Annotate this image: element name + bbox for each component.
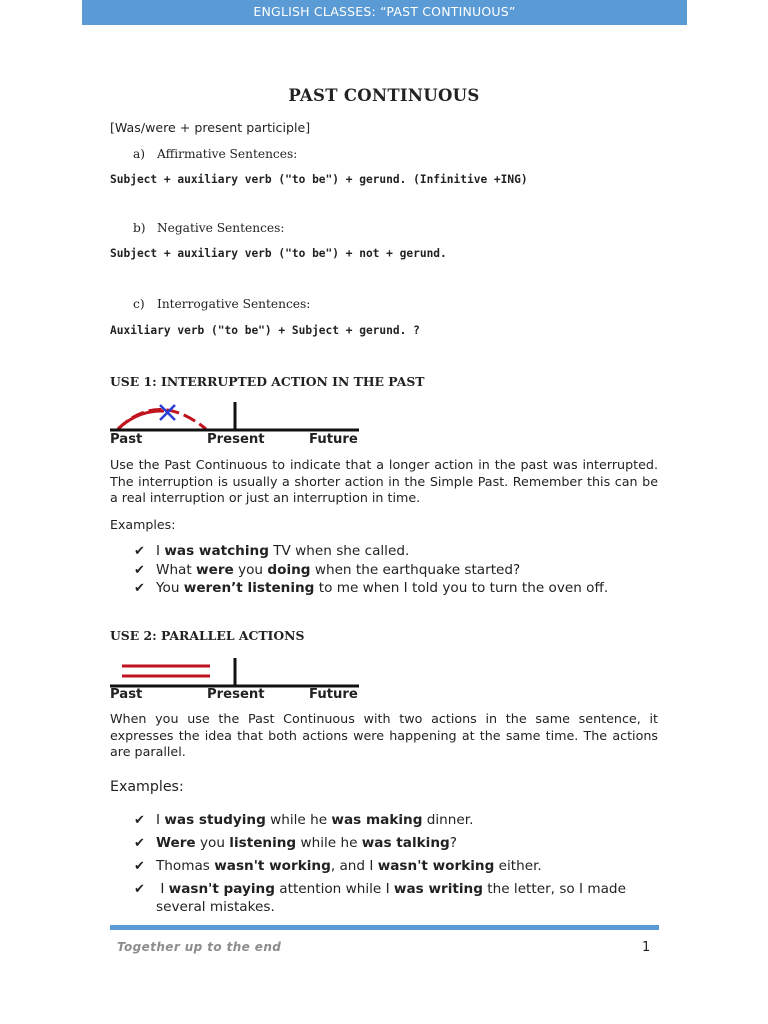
use1-timeline-past: Past <box>110 432 143 447</box>
verb-phrase: wasn't working <box>377 858 495 874</box>
verb-phrase: weren’t listening <box>183 580 315 596</box>
use2-timeline-past: Past <box>110 687 143 702</box>
use2-examples-label: Examples: <box>110 779 184 795</box>
check-icon: ✔ <box>134 859 145 874</box>
sentence-text: ? <box>449 835 457 851</box>
use1-paragraph: Use the Past Continuous to indicate that a longer action in the past was interrupted. The interruption is usually a shorter action in the Simple Past. Remember this can be a real interruption or just an interruption in time. <box>110 457 658 505</box>
form-c-label: Interrogative Sentences: <box>157 297 311 311</box>
sentence-text: attention while I <box>274 881 394 897</box>
use2-timeline <box>108 654 364 690</box>
page-title: PAST CONTINUOUS <box>288 86 480 105</box>
check-icon: ✔ <box>134 544 145 559</box>
sentence-text: either. <box>494 858 542 874</box>
verb-phrase: was watching <box>164 543 269 559</box>
use2-example-3 <box>134 858 542 874</box>
use2-timeline-present: Present <box>207 687 265 702</box>
use2-example-2 <box>134 835 457 851</box>
verb-phrase: were <box>196 562 234 578</box>
check-icon: ✔ <box>134 813 145 828</box>
sentence-text: I <box>156 881 169 897</box>
verb-phrase: listening <box>229 835 297 851</box>
sentence-text: , and I <box>330 858 378 874</box>
form-a-marker: a) <box>133 147 146 161</box>
use1-example-2 <box>134 562 520 578</box>
sentence-text: I <box>156 812 165 828</box>
form-c-marker: c) <box>133 297 145 311</box>
use1-timeline <box>108 398 364 434</box>
use2-paragraph: When you use the Past Continuous with two actions in the same sentence, it expresses the idea that both actions were happening at the same time. The actions are parallel. <box>110 711 658 759</box>
footer-motto: Together up to the end <box>117 940 282 954</box>
form-a-label: Affirmative Sentences: <box>157 147 298 161</box>
sentence-text: when the earthquake started? <box>310 562 521 578</box>
sentence-text: you <box>195 835 230 851</box>
use2-example-4-continuation: several mistakes. <box>156 899 275 915</box>
use1-examples-label: Examples: <box>110 517 176 532</box>
check-icon: ✔ <box>134 563 145 578</box>
check-icon: ✔ <box>134 581 145 596</box>
verb-phrase: wasn't paying <box>168 881 275 897</box>
use2-example-1 <box>134 812 473 828</box>
use2-heading: USE 2: PARALLEL ACTIONS <box>110 628 305 643</box>
sentence-text: while he <box>296 835 362 851</box>
verb-phrase: Were <box>156 835 196 851</box>
form-b-pattern: Subject + auxiliary verb ("to be") + not + gerund. <box>110 247 447 260</box>
verb-phrase: was talking <box>361 835 450 851</box>
check-icon: ✔ <box>134 882 145 897</box>
sentence-text: TV when she called. <box>268 543 410 559</box>
sentence-text: What <box>156 562 197 578</box>
use1-timeline-present: Present <box>207 432 265 447</box>
form-a-pattern: Subject + auxiliary verb ("to be") + gerund. (Infinitive +ING) <box>110 173 528 186</box>
verb-phrase: was writing <box>393 881 483 897</box>
sentence-text: dinner. <box>422 812 474 828</box>
use2-timeline-future: Future <box>309 687 358 702</box>
sentence-text: while he <box>265 812 332 828</box>
sentence-text: the letter, so I made <box>482 881 626 897</box>
form-c-pattern: Auxiliary verb ("to be") + Subject + gerund. ? <box>110 324 420 337</box>
verb-phrase: wasn't working <box>214 858 331 874</box>
formula-intro: [Was/were + present participle] <box>110 120 311 135</box>
use1-example-3 <box>134 580 608 596</box>
sentence-text: Thomas <box>156 858 215 874</box>
verb-phrase: was studying <box>164 812 266 828</box>
verb-phrase: was making <box>331 812 423 828</box>
use1-timeline-future: Future <box>309 432 358 447</box>
use1-example-1 <box>134 543 409 559</box>
footer-bar <box>110 925 659 930</box>
use2-example-4 <box>134 881 626 897</box>
use1-heading: USE 1: INTERRUPTED ACTION IN THE PAST <box>110 374 425 389</box>
check-icon: ✔ <box>134 836 145 851</box>
page-number: 1 <box>642 940 651 955</box>
sentence-text: You <box>156 580 184 596</box>
form-b-marker: b) <box>133 221 146 235</box>
action-arc-solid <box>118 411 164 429</box>
sentence-text: I <box>156 543 165 559</box>
document-header: ENGLISH CLASSES: “PAST CONTINUOUS” <box>82 0 687 25</box>
sentence-text: you <box>233 562 268 578</box>
verb-phrase: doing <box>267 562 311 578</box>
sentence-text: to me when I told you to turn the oven off. <box>314 580 609 596</box>
form-b-label: Negative Sentences: <box>157 221 285 235</box>
